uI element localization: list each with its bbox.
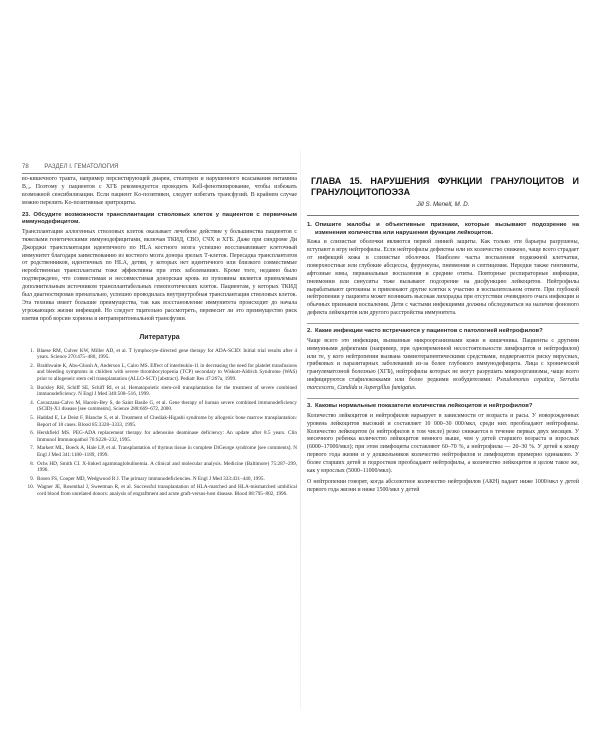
reference-item [22,363,297,383]
reference-text: Wagner JE, Rosenthal J, Sweetman R, et al. Successful transplantation of HLA-matched and HLA-mismatched umbilical cord blood from unrelated donors: analysis of engraftment and acute graft-versus-host disease. Blood 88:795–802, 1996. [37,484,297,497]
reference-number: 5. [30,414,34,421]
answer-text: Чаще всего это инфекции, вызванные микроорганизмами кожи и кишечника. Пациенты с другими иммунными дефектами (например, при одновременной несостоятельности лимфоцитов и нейтрофилов) или те, у кого нейтропения вызвана химиотерапевтическими средствами, подвергаются риску вирусных, грибковых и паразитарных заболеваний из-за более глубокого иммунодефицита. Лица с хронической гранулематозной болезнью (ХГБ), нейтрофилы которых не могут разрушать микроорганизмы, чаще всего инфицируются стафилококками или более редкими возбудителями: [307,337,579,384]
reference-text: Cavazzana-Calvo M, Hacein-Bey S, de Saint Basile G, et al. Gene therapy of human severe combined immunodeficiency (SCID)-X1 disease [see comments]. Science 288:669–672, 2000. [37,399,297,413]
reference-text: Rosen FS, Cooper MD, Wedgwood R J. The primary immunodeficiencies. N Engl J Med 333:431–440, 1995. [37,475,265,482]
reference-text: Ochs HD, Smith CI. X-linked agammaglobulinemia. A clinical and molecular analysis. Medicine (Baltimore) 75:287–299, 1996. [37,460,297,474]
reference-text: Markert ML, Boeck A, Hale LP, et al. Transplantation of thymus tissue in complete DiGeorge syndrome [see comments]. N Engl J Med 341:1180–1189, 1999. [37,445,297,458]
reference-number: 3. [30,384,34,391]
reference-number: 1. [30,347,34,354]
running-header [22,164,297,170]
reference-number: 9. [30,475,34,482]
question-number: 3. [307,403,312,410]
answer-paragraph: О нейтропении говорят, когда абсолютное количество нейтрофилов (АКН) падает ниже 1000/мкл у детей первого года жизни и ниже 1500/мкл у детей [307,478,579,493]
reference-number: 10. [27,484,34,491]
reference-number: 6. [30,430,34,437]
reference-text: Buckley RH, Schiff SE, Schiff RI, et al. Hematopoietic stem-cell transplantation for the treatment of severe combined immunodeficiency. N Engl J Med 340:508–516, 1999. [37,384,297,398]
reference-text: Braithwaite K, Abu-Ghosh A, Anderson L, Cairo MS. Effect of interleukin-11 in decreasing the need for platelet transfusions and bleeding symptoms in children with severe thrombocytopenia (TCP) secondary to Wiskott-Aldrich Syndrome (WAS) prior to allogeneic stem cell transplantation (ALLO-SCT) [abstract]. Pediatr Res 47:267a, 1999. [37,362,297,382]
literature-heading: Литература [139,333,180,341]
section-title: РАЗДЕЛ I. ГЕМАТОЛОГИЯ [44,164,119,170]
answer-paragraph [307,338,579,393]
chapter-author: Jill S. Menell, M. D. [416,201,470,208]
question-separator [307,398,579,399]
right-column [307,176,579,498]
chapter-title: ГЛАВА 15. НАРУШЕНИЯ ФУНКЦИИ ГРАНУЛОЦИТОВ И ГРАНУЛОЦИТОПОЭЗА [311,176,579,197]
reference-text: Blaese RM, Culver KW, Miller AD, et al. T lymphocyte-directed gene therapy for ADA-SCID: Initial trial results after 4 years. Science 270:475–480, 1995. [37,347,297,361]
reference-item [22,461,297,474]
header-rule [22,173,297,174]
book-spread [0,150,600,710]
chapter-rule [307,215,579,216]
reference-number: 2. [30,362,34,369]
question-text: Опишите жалобы и объективные признаки, которые вызывают подозрение на изменения количества или нарушения функции лейкоцитов. [315,221,579,236]
reference-item [22,385,297,398]
paragraph: во-кишечного тракта, например персистирующей диареи, стеатореи и нарушенного всасывания витамина В₁₂. Поэтому у пациентов с ХГБ рекомендуется проводить Kell-фенотипирование, чтобы избежать возможной сенсибилизации. Если пациент Ko-позитивен, следует избегать трансфузий. В крайнем случае можно перелить Ko-позитивные эритроциты. [22,176,297,206]
question-heading: 23. Обсудите возможности трансплантации стволовых клеток у пациентов с первичным иммунодефицитом. [22,211,297,226]
page-number: 78 [22,164,29,170]
reference-item [22,445,297,458]
reference-item [22,484,297,497]
reference-item [22,400,297,413]
question-heading [307,403,579,411]
reference-item [22,348,297,361]
answer-text: и [357,385,364,392]
reference-item [22,476,297,483]
reference-number: 4. [30,399,34,406]
question-heading [307,222,579,237]
question-number: 1. [307,221,312,228]
answer-paragraph: Кожа и слизистые оболочки являются первой линией защиты. Как только эти барьеры разрушены, вступают в игру нейтрофилы. Если нейтрофилы дефектны или их количество снижено, чаще всего страдает от инфекций кожа и слизистые оболочки. Наиболее часты воспаления подкожной клетчатки, поверхностные или глубокие абсцессы, фурункулы, пневмония и септицемия. Нередки также гингивиты, афтозные язвы, перианальные воспаления и средние отиты. Повторные респираторные инфекции, пневмонии или синуситы тоже вызывают подозрение на дисфункцию лейкоцитов. Нейтрофилы вырабатывают цитокины и привлекают другие клетки к участию в воспалительном ответе. При глубокой нейтропении у пациента может возникать высокая лихорадка при отсутствии очевидного очага инфекции и обычных признаков воспаления. Дети с частыми инфекциями должны обследоваться на наличие фонового дефекта лейкоцитов или другого расстройства иммунитета. [307,239,579,317]
question-number: 2. [307,328,312,335]
reference-item [22,430,297,443]
reference-text: Haddad E, Le Deist F, Blanche S, et al. Treatment of Chediak-Higashi syndrome by allogenic bone marrow transplantation: Report of 10 cases. Blood 85:3328–3333, 1995. [37,414,297,428]
question-text: Какие инфекции часто встречаются у пациентов с патологией нейтрофилов? [315,328,543,335]
question-heading [307,328,579,336]
organism-names: Pseudomonas cepatica, Serratia marcescens, Candida [307,377,579,392]
reference-number: 7. [30,445,34,452]
question-separator [307,323,579,324]
reference-text: Hershfield MS. PEG-ADA replacement therapy for adenosine deaminase deficiency: An update after 8.5 years. Clin Immunol Immunopathol 76:S228–232, 1995. [37,430,297,443]
left-column [22,176,297,499]
paragraph: Трансплантация аллогенных стволовых клеток оказывает лечебное действие у большинства пациентов с тяжелыми генетическими иммунодефицитами, включая ТКИД, СВО, СЧХ и ХГБ. Даже при синдроме Ди Джорджи трансплантация идентичного по HLA костного мозга успешно восстанавливает клеточный иммунитет благодаря заимствованию из костного мозга донора зрелых Т-клеток. Пересадка трансплантатов от родственников, идентичных по HLA, детям, у которых нет идентичного или близкого совместимые нерodcтвенные трансплантаты тоже эффективны при этих заболеваниях. Кроме того, недавно было подтверждено, что совместимая и несовместимая донорская кровь из пуповины является приемлемым дополнительным источником трансплантабельных гемопоэтических клеток. Пациентам, у которых ТКИД был диагностирован пренатально, успешно проводилась внутриутробная трансплантация стволовых клеток. Эта техника имеет большие преимущества, так как восстановление иммунитета происходит до начала угрожающих жизни инфекций. Но следует тщательно рассмотреть, перевесит ли это преимущество риск взятия проб ворсин хориона и интраперитонеальной трансфузии. [22,228,297,322]
reference-number: 8. [30,460,34,467]
answer-paragraph: Количество лейкоцитов и нейтрофилов варьирует в зависимости от возраста и расы. У новорожденных уровень лейкоцитов высокий и составляет 10 000–30 000/мкл, среди них преобладают нейтрофилы. Количество лейкоцитов (и нейтрофилов в том числе) резко снижается в течение первых двух месяцев. У месячного ребенка количество лейкоцитов немного выше, чем у детей старшего возраста и взрослых (6000–17000/мкл); при этом лимфоциты составляют 60–70 %, а нейтрофилы — 20–30 %. У детей к концу первого года жизни и у дошкольников количество нейтрофилов и лимфоцитов примерно одинаково. У более старших детей и подростков преобладают нейтрофилы, а количество лейкоцитов в целом такое же, как у взрослых (5000–11000/мкл). [307,412,579,475]
question-text: Каковы нормальные показатели количества лейкоцитов и нейтрофилов? [315,403,533,410]
page-gutter [300,150,301,710]
reference-list [22,348,297,498]
reference-item [22,415,297,428]
organism-names: Aspergillus fumigatus. [363,385,417,392]
